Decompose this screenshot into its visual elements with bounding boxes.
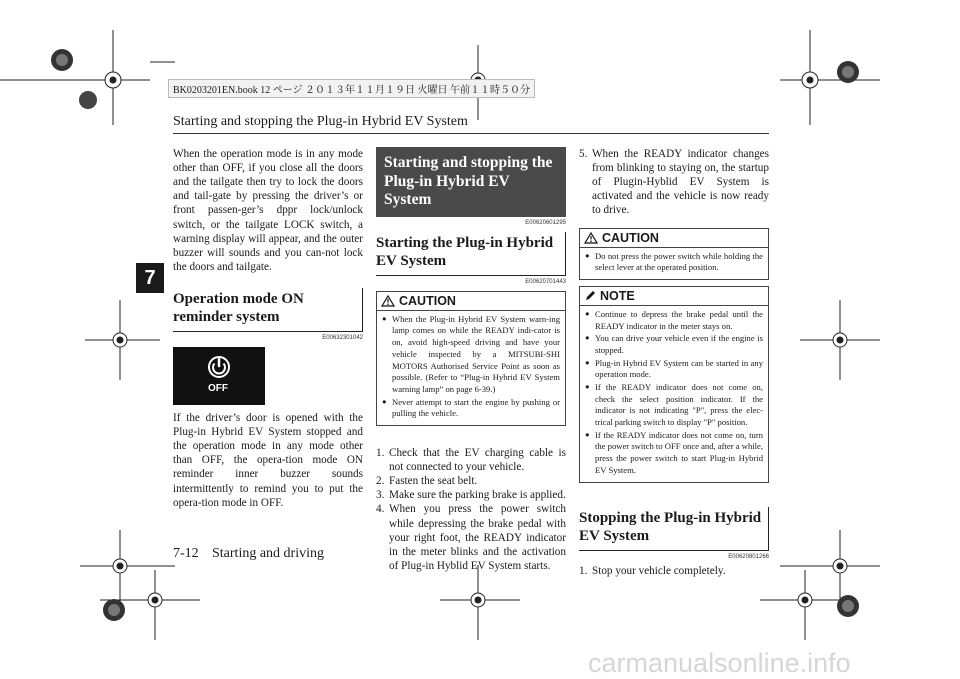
subsection-heading-stopping: Stopping the Plug-in Hybrid EV System <box>579 507 769 551</box>
warning-triangle-icon <box>584 232 598 244</box>
start-steps <box>376 446 566 573</box>
header-rule <box>173 133 769 134</box>
caution-item: ● Do not press the power switch while holding the select lever at the operated position. <box>585 251 763 274</box>
chapter-tab: 7 <box>136 263 164 293</box>
main-section-heading: Starting and stopping the Plug-in Hybrid EV System <box>376 147 566 217</box>
caution-title: CAUTION <box>399 293 456 308</box>
main-section-code: E00620601295 <box>525 219 566 226</box>
note-item: ● Continue to depress the brake pedal until the READY indicator in the meter stays on. <box>585 309 763 332</box>
note-item: ● You can drive your vehicle even if the engine is stopped. <box>585 333 763 356</box>
step-item: 2. Fasten the seat belt. <box>376 475 478 488</box>
note-item: ● If the READY indicator does not come on, check the select position indicator. If the indicator is not indicating "P", press the elec-trical parking switch to display "P" position. <box>585 382 763 429</box>
caution-item: ● When the Plug-in Hybrid EV System warn-ing lamp comes on while the READY indi-cator is on, avoid high-speed driving and have your vehicle inspected by a MITSUBI-SHI MOTORS Authorised Service Point as soon as possible. (Refer to “Plug-in Hybrid EV System warning lamp” on page 6-39.) <box>382 314 560 396</box>
power-switch-icon <box>206 354 232 380</box>
step-item: 4. When you press the power switch while depressing the brake pedal with your right foot, the READY indicator in the meter blinks and the activation of Plug-in Hyblid EV System starts. <box>376 503 566 572</box>
step-item: 3. Make sure the parking brake is applied. <box>376 489 566 502</box>
step-item: 1. Stop your vehicle completely. <box>579 564 726 577</box>
caution-box <box>376 291 566 426</box>
page-number: 7-12 <box>173 546 199 561</box>
caution-header <box>377 292 565 311</box>
subsection-heading-starting: Starting the Plug-in Hybrid EV System <box>376 232 566 276</box>
power-off-indicator-image <box>173 347 265 405</box>
section-code: E00632301042 <box>322 334 363 341</box>
stop-steps <box>579 564 769 578</box>
note-item: ● If the READY indicator does not come on, turn the power switch to OFF once and, after a while, press the power switch to start Plug-in Hybrid EV System. <box>585 430 763 477</box>
step-item: 1. Check that the EV charging cable is not connected to your vehicle. <box>376 446 566 474</box>
caution-title: CAUTION <box>602 230 659 245</box>
caution-item: ● Never attempt to start the engine by pushing or pulling the vehicle. <box>382 397 560 420</box>
note-box <box>579 286 769 483</box>
caution-header <box>580 229 768 248</box>
column-2 <box>376 147 566 573</box>
footer-section-title: Starting and driving <box>212 546 324 561</box>
note-item: ● Plug-in Hybrid EV System can be started in any operation mode. <box>585 358 763 381</box>
note-title: NOTE <box>600 288 635 303</box>
step-item: 5. When the READY indicator changes from blinking to staying on, the startup of Plugin-Hyblid EV System is activated and the vehicle is now ready to drive. <box>579 148 769 217</box>
column-3 <box>579 147 769 578</box>
start-steps-continued <box>579 147 769 218</box>
intro-paragraph: When the operation mode is in any mode other than OFF, if you close all the doors and the tailgate then try to lock the doors and tail-gate by pressing the driver’s or front passen-ger’s dppr lock/unlock switch, or the tailgate LOCK switch, a warning display will appear, and the outer buzzer will sounds and you can-not lock the doors and tailgate. <box>173 148 363 273</box>
subsection-code: E00620801266 <box>728 553 769 560</box>
print-info: BK0203201EN.book 12 ページ ２０１３年１１月１９日 火曜日 午前１１時５０分 <box>168 79 535 98</box>
page-header-title: Starting and stopping the Plug-in Hybrid EV System <box>173 114 468 129</box>
section-heading-reminder: Operation mode ON reminder system <box>173 288 363 332</box>
note-header <box>580 287 768 306</box>
subsection-code: E00620701443 <box>525 278 566 285</box>
reminder-paragraph: If the driver’s door is opened with the Plug-in Hybrid EV System stopped and the operation mode in any mode other than OFF, the opera-tion mode ON reminder inner buzzer sounds intermittently to remind you to put the opera-tion mode in OFF. <box>173 411 363 509</box>
pencil-note-icon <box>584 290 596 302</box>
watermark: carmanualsonline.info <box>588 648 851 678</box>
caution-box-2 <box>579 228 769 280</box>
warning-triangle-icon <box>381 295 395 307</box>
off-label: OFF <box>208 382 228 394</box>
column-1 <box>173 147 363 510</box>
